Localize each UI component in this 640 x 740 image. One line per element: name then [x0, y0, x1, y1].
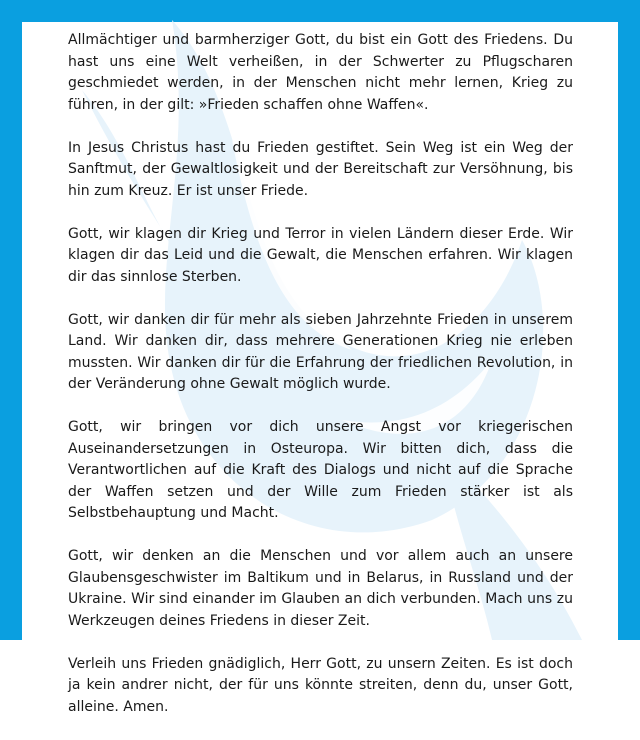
- paragraph: Gott, wir klagen dir Krieg und Terror in vielen Ländern dieser Erde. Wir klagen dir das Leid und die Gewalt, die Menschen erfahren. Wir klagen dir das sinnlose Sterben.: [68, 225, 573, 285]
- document-page: [22, 0, 618, 715]
- paragraph: Gott, wir denken an die Menschen und vor allem auch an unsere Glaubensgeschwister im Baltikum und in Belarus, in Russland und der Ukraine. Wir sind einander im Glauben an dich verbunden. Mach uns zu Werkzeugen deines Friedens in dieser Zeit.: [68, 548, 573, 629]
- prayer-text: [68, 30, 573, 740]
- paragraph: Gott, wir danken dir für mehr als sieben Jahrzehnte Frieden in unserem Land. Wir danken dir, dass mehrere Generationen Krieg nie erleben mussten. Wir danken dir für die Erfahrung der friedlichen Revolution, in der Veränderung ohne Gewalt möglich wurde.: [68, 311, 573, 392]
- paragraph: Allmächtiger und barmherziger Gott, du bist ein Gott des Friedens. Du hast uns eine Welt verheißen, in der Schwerter zu Pflugscharen geschmiedet werden, in der Menschen nicht mehr lernen, Krieg zu führen, in der gilt: »Frieden schaffen ohne Waffen«.: [68, 32, 573, 113]
- paragraph: In Jesus Christus hast du Frieden gestiftet. Sein Weg ist ein Weg der Sanftmut, der Gewaltlosigkeit und der Bereitschaft zur Versöhnung, bis hin zum Kreuz. Er ist unser Friede.: [68, 139, 573, 199]
- paragraph: Verleih uns Frieden gnädiglich, Herr Gott, zu unsern Zeiten. Es ist doch ja kein andrer nicht, der für uns könnte streiten, denn du, unser Gott, alleine. Amen.: [68, 655, 573, 715]
- paragraph: Gott, wir bringen vor dich unsere Angst vor kriegerischen Auseinandersetzungen in Osteuropa. Wir bitten dich, dass die Verantwortlichen auf die Kraft des Dialogs und nicht auf die Sprache der Waffen setzen und der Wille zum Frieden stärker ist als Selbstbehauptung und Macht.: [68, 419, 573, 521]
